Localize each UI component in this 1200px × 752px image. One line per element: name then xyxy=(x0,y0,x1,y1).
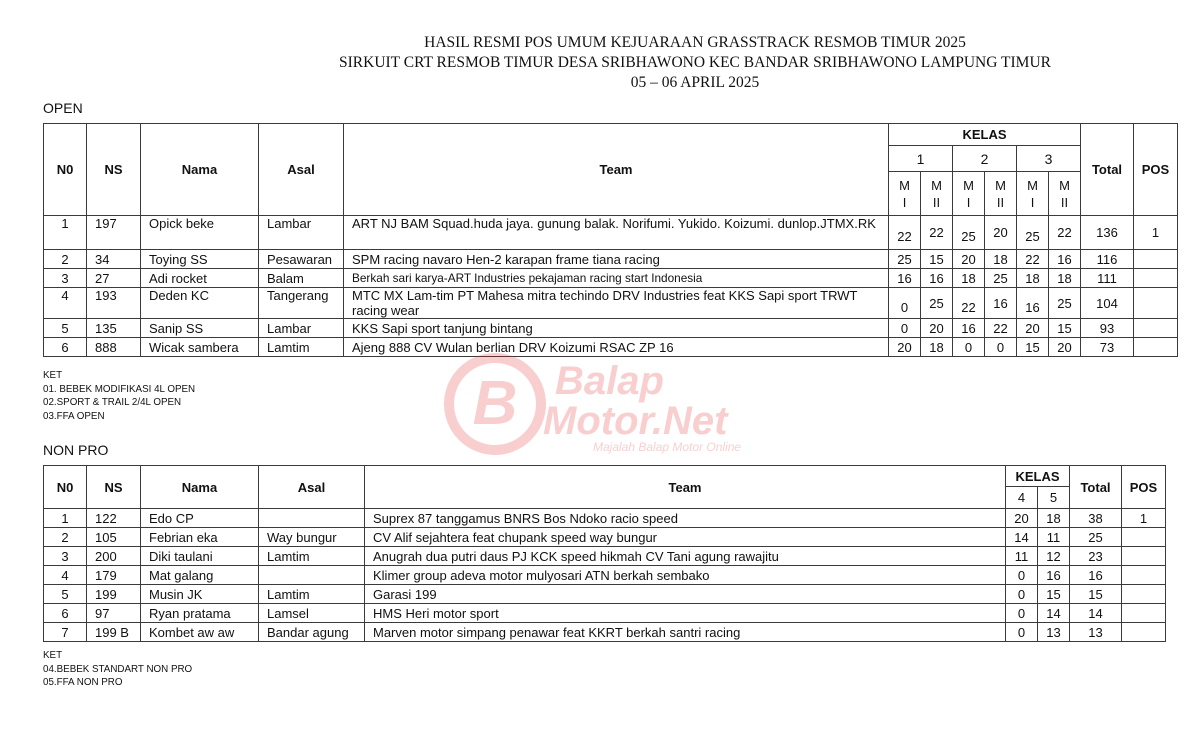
heat-score: 0 xyxy=(889,319,921,338)
heat-score: 20 xyxy=(1049,338,1081,357)
rider-name: Kombet aw aw xyxy=(141,623,259,642)
heat-score: 20 xyxy=(1017,319,1049,338)
rider-origin: Lamtim xyxy=(259,547,365,566)
rider-name: Wicak sambera xyxy=(141,338,259,357)
open-col-asal: Asal xyxy=(259,124,344,216)
rider-name: Diki taulani xyxy=(141,547,259,566)
open-results-table xyxy=(43,123,1178,357)
rider-ns: 888 xyxy=(87,338,141,357)
watermark-line1: Balap xyxy=(555,359,664,403)
heat-score: 16 xyxy=(985,288,1017,319)
nonpro-col-team: Team xyxy=(365,466,1006,509)
open-col-total: Total xyxy=(1081,124,1134,216)
row-number: 3 xyxy=(44,269,87,288)
heat-score: 20 xyxy=(889,338,921,357)
nonpro-table-row xyxy=(44,547,1166,566)
heat-score: 15 xyxy=(1017,338,1049,357)
open-table-row xyxy=(44,288,1178,319)
total-points: 111 xyxy=(1081,269,1134,288)
nonpro-section-title: NON PRO xyxy=(43,442,109,458)
nonpro-col-asal: Asal xyxy=(259,466,365,509)
nonpro-table-row xyxy=(44,623,1166,642)
heat-score: 0 xyxy=(889,288,921,319)
rider-name: Mat galang xyxy=(141,566,259,585)
total-points: 38 xyxy=(1070,509,1122,528)
rider-name: Toying SS xyxy=(141,250,259,269)
final-position xyxy=(1134,319,1178,338)
total-points: 73 xyxy=(1081,338,1134,357)
rider-ns: 97 xyxy=(87,604,141,623)
nonpro-col-no: N0 xyxy=(44,466,87,509)
row-number: 6 xyxy=(44,604,87,623)
header-venue: SIRKUIT CRT RESMOB TIMUR DESA SRIBHAWONO KEC BANDAR SRIBHAWONO LAMPUNG TIMUR xyxy=(339,54,1051,71)
row-number: 5 xyxy=(44,585,87,604)
heat-score: 22 xyxy=(953,288,985,319)
rider-ns: 197 xyxy=(87,216,141,250)
nonpro-legend xyxy=(43,649,192,690)
final-position xyxy=(1134,338,1178,357)
heat-score: 20 xyxy=(985,216,1017,250)
total-points: 25 xyxy=(1070,528,1122,547)
heat-score: 25 xyxy=(921,288,953,319)
nonpro-col-kelas: KELAS xyxy=(1006,466,1070,487)
rider-origin xyxy=(259,509,365,528)
legend-line: 04.BEBEK STANDART NON PRO xyxy=(43,663,193,675)
nonpro-class-number: 4 xyxy=(1006,487,1038,509)
heat-score: 16 xyxy=(953,319,985,338)
row-number: 5 xyxy=(44,319,87,338)
heat-score: 22 xyxy=(889,216,921,250)
rider-origin: Tangerang xyxy=(259,288,344,319)
rider-team: Suprex 87 tanggamus BNRS Bos Ndoko racio speed xyxy=(365,509,1006,528)
open-heat-label: M II xyxy=(921,172,953,216)
heat-score: 16 xyxy=(1038,566,1070,585)
open-col-nama: Nama xyxy=(141,124,259,216)
nonpro-table-row xyxy=(44,509,1166,528)
rider-origin: Lamsel xyxy=(259,604,365,623)
row-number: 2 xyxy=(44,250,87,269)
open-col-kelas: KELAS xyxy=(889,124,1081,146)
rider-ns: 135 xyxy=(87,319,141,338)
heat-score: 18 xyxy=(953,269,985,288)
rider-origin: Way bungur xyxy=(259,528,365,547)
legend-line: 02.SPORT & TRAIL 2/4L OPEN xyxy=(43,397,182,408)
open-table-row xyxy=(44,250,1178,269)
rider-ns: 200 xyxy=(87,547,141,566)
total-points: 23 xyxy=(1070,547,1122,566)
total-points: 104 xyxy=(1081,288,1134,319)
heat-score: 22 xyxy=(921,216,953,250)
nonpro-table-row xyxy=(44,585,1166,604)
total-points: 93 xyxy=(1081,319,1134,338)
heat-score: 15 xyxy=(1049,319,1081,338)
open-col-pos: POS xyxy=(1134,124,1178,216)
rider-origin: Lambar xyxy=(259,319,344,338)
heat-score: 15 xyxy=(921,250,953,269)
heat-score: 0 xyxy=(1006,604,1038,623)
nonpro-table-row xyxy=(44,604,1166,623)
rider-ns: 122 xyxy=(87,509,141,528)
watermark-line2: Motor.Net xyxy=(543,399,728,443)
heat-score: 25 xyxy=(1017,216,1049,250)
heat-score: 18 xyxy=(1049,269,1081,288)
row-number: 6 xyxy=(44,338,87,357)
rider-team: Marven motor simpang penawar feat KKRT berkah santri racing xyxy=(365,623,1006,642)
heat-score: 25 xyxy=(953,216,985,250)
heat-score: 11 xyxy=(1006,547,1038,566)
heat-score: 0 xyxy=(985,338,1017,357)
heat-score: 22 xyxy=(1049,216,1081,250)
rider-origin: Bandar agung xyxy=(259,623,365,642)
heat-score: 11 xyxy=(1038,528,1070,547)
rider-ns: 199 xyxy=(87,585,141,604)
legend-line: KET xyxy=(43,370,63,381)
rider-ns: 199 B xyxy=(87,623,141,642)
rider-name: Adi rocket xyxy=(141,269,259,288)
rider-name: Febrian eka xyxy=(141,528,259,547)
row-number: 4 xyxy=(44,288,87,319)
heat-score: 20 xyxy=(1006,509,1038,528)
final-position xyxy=(1134,250,1178,269)
heat-score: 18 xyxy=(1017,269,1049,288)
heat-score: 16 xyxy=(1017,288,1049,319)
rider-name: Opick beke xyxy=(141,216,259,250)
balapmotor-watermark-logo xyxy=(443,352,855,456)
final-position xyxy=(1134,288,1178,319)
heat-score: 0 xyxy=(1006,623,1038,642)
rider-origin: Lambar xyxy=(259,216,344,250)
header-date: 05 – 06 APRIL 2025 xyxy=(630,74,760,91)
nonpro-table-row xyxy=(44,528,1166,547)
rider-team: Klimer group adeva motor mulyosari ATN berkah sembako xyxy=(365,566,1006,585)
open-col-team: Team xyxy=(344,124,889,216)
nonpro-results-table xyxy=(43,465,1166,642)
row-number: 1 xyxy=(44,509,87,528)
open-heat-label: M II xyxy=(1049,172,1081,216)
heat-score: 25 xyxy=(1049,288,1081,319)
final-position xyxy=(1122,528,1166,547)
open-class-number: 3 xyxy=(1017,146,1081,172)
heat-score: 18 xyxy=(921,338,953,357)
nonpro-table-row xyxy=(44,566,1166,585)
open-class-number: 1 xyxy=(889,146,953,172)
rider-name: Sanip SS xyxy=(141,319,259,338)
total-points: 16 xyxy=(1070,566,1122,585)
heat-score: 15 xyxy=(1038,585,1070,604)
total-points: 14 xyxy=(1070,604,1122,623)
rider-team: SPM racing navaro Hen-2 karapan frame tiana racing xyxy=(344,250,889,269)
document-header xyxy=(280,33,1110,93)
open-col-no: N0 xyxy=(44,124,87,216)
heat-score: 22 xyxy=(985,319,1017,338)
open-heat-label: M I xyxy=(1017,172,1049,216)
heat-score: 13 xyxy=(1038,623,1070,642)
legend-line: 05.FFA NON PRO xyxy=(43,677,123,688)
open-heat-label: M I xyxy=(889,172,921,216)
final-position: 1 xyxy=(1134,216,1178,250)
heat-score: 16 xyxy=(921,269,953,288)
rider-team: Garasi 199 xyxy=(365,585,1006,604)
rider-ns: 105 xyxy=(87,528,141,547)
nonpro-col-nama: Nama xyxy=(141,466,259,509)
heat-score: 16 xyxy=(889,269,921,288)
rider-name: Musin JK xyxy=(141,585,259,604)
open-class-number: 2 xyxy=(953,146,1017,172)
final-position xyxy=(1134,269,1178,288)
rider-origin: Lamtim xyxy=(259,338,344,357)
heat-score: 25 xyxy=(985,269,1017,288)
row-number: 7 xyxy=(44,623,87,642)
rider-ns: 179 xyxy=(87,566,141,585)
total-points: 116 xyxy=(1081,250,1134,269)
open-table-row xyxy=(44,269,1178,288)
nonpro-class-number: 5 xyxy=(1038,487,1070,509)
final-position xyxy=(1122,547,1166,566)
open-table-row xyxy=(44,338,1178,357)
rider-origin: Lamtim xyxy=(259,585,365,604)
final-position xyxy=(1122,566,1166,585)
rider-name: Deden KC xyxy=(141,288,259,319)
rider-team: KKS Sapi sport tanjung bintang xyxy=(344,319,889,338)
rider-ns: 34 xyxy=(87,250,141,269)
heat-score: 14 xyxy=(1038,604,1070,623)
heat-score: 12 xyxy=(1038,547,1070,566)
legend-line: 03.FFA OPEN xyxy=(43,410,105,422)
rider-origin: Pesawaran xyxy=(259,250,344,269)
legend-line: KET xyxy=(43,650,63,661)
open-col-ns: NS xyxy=(87,124,141,216)
heat-score: 0 xyxy=(953,338,985,357)
nonpro-col-total: Total xyxy=(1070,466,1122,509)
total-points: 136 xyxy=(1081,216,1134,250)
rider-team: CV Alif sejahtera feat chupank speed way bungur xyxy=(365,528,1006,547)
rider-team: ART NJ BAM Squad.huda jaya. gunung balak. Norifumi. Yukido. Koizumi. dunlop.JTMX.RK xyxy=(344,216,889,250)
nonpro-col-ns: NS xyxy=(87,466,141,509)
open-section-title: OPEN xyxy=(43,100,83,116)
rider-ns: 27 xyxy=(87,269,141,288)
rider-team: Anugrah dua putri daus PJ KCK speed hikmah CV Tani agung rawajitu xyxy=(365,547,1006,566)
row-number: 4 xyxy=(44,566,87,585)
heat-score: 0 xyxy=(1006,585,1038,604)
rider-name: Ryan pratama xyxy=(141,604,259,623)
row-number: 3 xyxy=(44,547,87,566)
heat-score: 14 xyxy=(1006,528,1038,547)
open-heat-label: M II xyxy=(985,172,1017,216)
rider-team: MTC MX Lam-tim PT Mahesa mitra techindo DRV Industries feat KKS Sapi sport TRWT racing wear xyxy=(344,288,889,319)
final-position xyxy=(1122,585,1166,604)
heat-score: 18 xyxy=(1038,509,1070,528)
open-legend xyxy=(43,369,195,423)
row-number: 1 xyxy=(44,216,87,250)
total-points: 15 xyxy=(1070,585,1122,604)
final-position: 1 xyxy=(1122,509,1166,528)
total-points: 13 xyxy=(1070,623,1122,642)
nonpro-col-pos: POS xyxy=(1122,466,1166,509)
heat-score: 20 xyxy=(953,250,985,269)
heat-score: 18 xyxy=(985,250,1017,269)
final-position xyxy=(1122,604,1166,623)
watermark-tagline: Majalah Balap Motor Online xyxy=(593,440,742,454)
heat-score: 16 xyxy=(1049,250,1081,269)
row-number: 2 xyxy=(44,528,87,547)
rider-name: Edo CP xyxy=(141,509,259,528)
svg-text:B: B xyxy=(472,369,518,438)
heat-score: 25 xyxy=(889,250,921,269)
rider-team: Ajeng 888 CV Wulan berlian DRV Koizumi RSAC ZP 16 xyxy=(344,338,889,357)
rider-origin: Balam xyxy=(259,269,344,288)
rider-team: Berkah sari karya-ART Industries pekajaman racing start Indonesia xyxy=(344,269,889,288)
header-title: HASIL RESMI POS UMUM KEJUARAAN GRASSTRACK RESMOB TIMUR 2025 xyxy=(424,34,966,51)
heat-score: 22 xyxy=(1017,250,1049,269)
rider-ns: 193 xyxy=(87,288,141,319)
legend-line: 01. BEBEK MODIFIKASI 4L OPEN xyxy=(43,383,196,395)
open-heat-label: M I xyxy=(953,172,985,216)
rider-team: HMS Heri motor sport xyxy=(365,604,1006,623)
open-table-row xyxy=(44,216,1178,250)
heat-score: 0 xyxy=(1006,566,1038,585)
heat-score: 20 xyxy=(921,319,953,338)
rider-origin xyxy=(259,566,365,585)
final-position xyxy=(1122,623,1166,642)
open-table-row xyxy=(44,319,1178,338)
